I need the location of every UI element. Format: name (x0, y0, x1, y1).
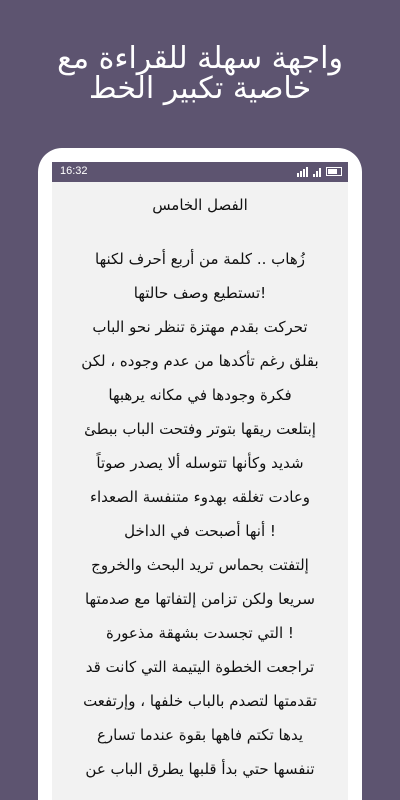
text-line: !تستطيع وصف حالتها (133, 284, 267, 302)
status-icons (297, 167, 342, 177)
text-line: فكرة وجودها في مكانه يرهبها (108, 386, 292, 404)
reader-page[interactable] (52, 182, 348, 800)
wifi-icon (313, 167, 321, 177)
chapter-body-text (52, 242, 348, 786)
text-line: تحركت بقدم مهتزة تنظر نحو الباب (92, 318, 308, 336)
promo-title-line-2: خاصية تكبير الخط (88, 71, 312, 106)
text-line: سريعا ولكن تزامن إلتفاتها مع صدمتها (84, 590, 315, 608)
promo-title (0, 41, 400, 106)
signal-icon (297, 167, 308, 177)
text-line: ! التي تجسدت بشهقة مذعورة (106, 624, 294, 642)
status-time: 16:32 (60, 165, 88, 177)
phone-frame (38, 148, 362, 800)
promo-title-line-1: واجهة سهلة للقراءة مع (57, 41, 343, 76)
text-line: زُهاب .. كلمة من أربع أحرف لكنها (95, 250, 305, 268)
status-bar (52, 162, 348, 182)
text-line: تنفسها حتي بدأ قلبها يطرق الباب عن (85, 760, 315, 778)
chapter-title: الفصل الخامس (152, 196, 248, 214)
text-line: بقلق رغم تأكدها من عدم وجوده ، لكن (81, 352, 319, 370)
text-line: وعادت تغلقه بهدوء متنفسة الصعداء (89, 488, 311, 506)
text-line: إلتفتت بحماس تريد البحث والخروج (91, 556, 309, 574)
text-line: تراجعت الخطوة اليتيمة التي كانت قد (85, 658, 315, 676)
text-line: شديد وكأنها تتوسله ألا يصدر صوتاً (96, 454, 304, 472)
battery-icon (326, 167, 342, 176)
text-line: إبتلعت ريقها بتوتر وفتحت الباب ببطئ (84, 420, 316, 438)
text-line: يدها تكتم فاهها بقوة عندما تسارع (96, 726, 304, 744)
text-line: ! أنها أصبحت في الداخل (124, 522, 276, 540)
text-line: تقدمتها لتصدم بالباب خلفها ، وإرتفعت (83, 692, 317, 710)
